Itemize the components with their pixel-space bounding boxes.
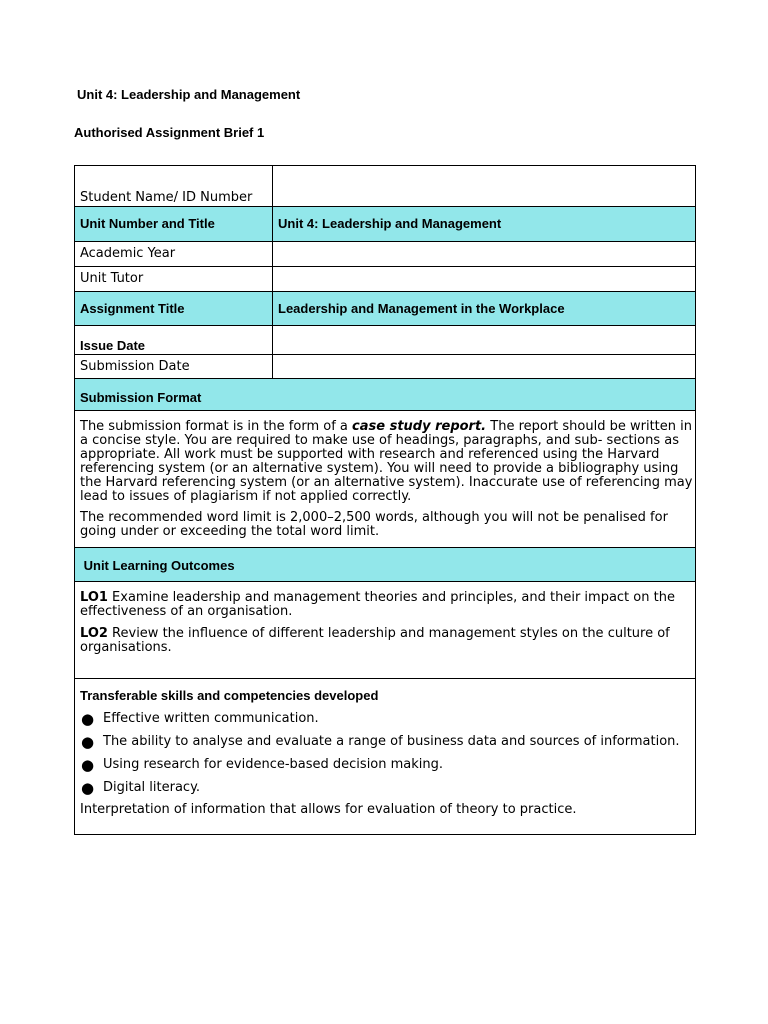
value-submission-date[interactable] <box>273 355 696 379</box>
assignment-brief-table <box>74 165 696 835</box>
submission-format-text <box>75 411 696 548</box>
row-submission-format-header <box>75 379 696 411</box>
bullet-icon: ● <box>81 733 95 751</box>
row-unit <box>75 207 696 242</box>
bullet-icon: ● <box>81 779 95 797</box>
label-academic-year: Academic Year <box>75 242 273 267</box>
document-subheading: Authorised Assignment Brief 1 <box>74 125 265 140</box>
row-learning-outcomes-header <box>75 548 696 582</box>
label-submission-date: Submission Date <box>75 355 273 379</box>
skills-footer: Interpretation of information that allows for evaluation of theory to practice. <box>80 802 577 817</box>
learning-outcomes-list <box>75 582 696 679</box>
row-unit-tutor <box>75 267 696 292</box>
row-skills <box>75 679 696 835</box>
row-academic-year <box>75 242 696 267</box>
row-learning-outcomes-body <box>75 582 696 679</box>
row-student <box>75 166 696 207</box>
learning-outcome-1: LO1 Examine leadership and management theories and principles, and their impact on the effectiveness of an organisation. <box>80 590 675 619</box>
value-academic-year[interactable] <box>273 242 696 267</box>
label-assignment-title: Assignment Title <box>75 292 273 326</box>
skills-section <box>75 679 696 835</box>
label-unit-tutor: Unit Tutor <box>75 267 273 292</box>
submission-format-paragraph-2: The recommended word limit is 2,000–2,500 words, although you will not be penalised for going under or exceeding the total word limit. <box>80 510 668 539</box>
value-assignment-title: Leadership and Management in the Workplace <box>273 292 696 326</box>
case-study-report-emphasis: case study report. <box>352 419 487 434</box>
section-title-learning-outcomes: Unit Learning Outcomes <box>75 548 696 582</box>
row-submission-format-body <box>75 411 696 548</box>
list-item: ● The ability to analyse and evaluate a range of business data and sources of information. <box>81 733 680 751</box>
document-heading: Unit 4: Leadership and Management <box>77 87 301 102</box>
bullet-icon: ● <box>81 710 95 728</box>
value-unit-tutor[interactable] <box>273 267 696 292</box>
value-issue-date[interactable] <box>273 326 696 355</box>
learning-outcome-code: LO2 <box>80 626 108 641</box>
row-assignment-title <box>75 292 696 326</box>
label-issue-date: Issue Date <box>75 326 273 355</box>
learning-outcome-code: LO1 <box>80 590 108 605</box>
value-unit-number: Unit 4: Leadership and Management <box>273 207 696 242</box>
learning-outcome-2: LO2 Review the influence of different leadership and management styles on the culture of organisations. <box>80 626 670 655</box>
row-issue-date <box>75 326 696 355</box>
submission-format-paragraph-1: The submission format is in the form of a case study report. The report should be written in a concise style. You are required to make use of headings, paragraphs, and sub- sections as appropriate. All work must be supported with research and referenced using the Harvard referencing system (or an alternative system). You will need to provide a bibliography using the Harvard referencing system (or an alternative system). Inaccurate use of referencing may lead to issues of plagiarism if not applied correctly. <box>80 419 693 504</box>
section-title-submission-format: Submission Format <box>75 379 696 411</box>
label-unit-number: Unit Number and Title <box>75 207 273 242</box>
bullet-icon: ● <box>81 756 95 774</box>
row-submission-date <box>75 355 696 379</box>
value-student-name[interactable] <box>273 166 696 207</box>
list-item: ● Digital literacy. <box>81 779 201 797</box>
skills-title: Transferable skills and competencies developed <box>80 688 379 703</box>
label-student-name: Student Name/ ID Number <box>75 166 273 207</box>
skills-list <box>80 712 690 795</box>
list-item: ● Using research for evidence-based decision making. <box>81 756 444 774</box>
list-item: ● Effective written communication. <box>81 710 319 728</box>
